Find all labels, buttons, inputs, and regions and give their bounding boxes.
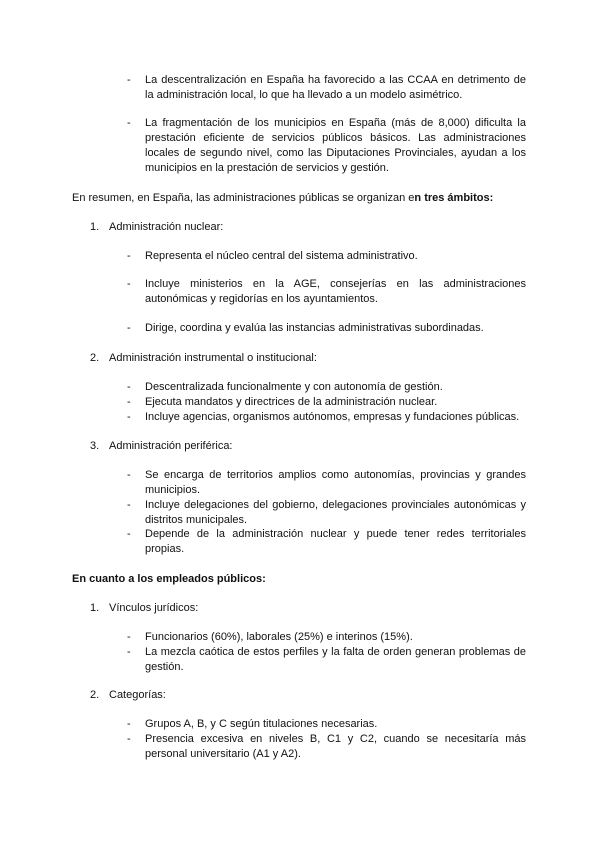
bullet-dash: - bbox=[127, 278, 131, 290]
bullet-dash: - bbox=[127, 646, 131, 658]
bullet-dash: - bbox=[127, 117, 131, 129]
list-item: Incluye delegaciones del gobierno, delegaciones provinciales autonómicas y distritos municipales. bbox=[145, 499, 526, 526]
list-item: La mezcla caótica de estos perfiles y la falta de orden generan problemas de gestión. bbox=[145, 646, 526, 673]
bullet-dash: - bbox=[127, 381, 131, 393]
intro-bullet-2: La fragmentación de los municipios en España (más de 8,000) dificulta la prestación eficiente de servicios públicos básicos. Las administraciones locales de segundo nivel, como las Diputaciones Provinciales, ayudan a los municipios en la prestación de servicios y gestión. bbox=[145, 117, 526, 174]
list-item: Se encarga de territorios amplios como autonomías, provincias y grandes municipios. bbox=[145, 469, 526, 496]
ambito-title-instrumental: Administración instrumental o institucional: bbox=[109, 352, 317, 364]
ambito-title-nuclear: Administración nuclear: bbox=[109, 221, 224, 233]
bullet-dash: - bbox=[127, 718, 131, 730]
list-item: Ejecuta mandatos y directrices de la administración nuclear. bbox=[145, 396, 438, 408]
list-item: Representa el núcleo central del sistema administrativo. bbox=[145, 250, 418, 262]
bullet-dash: - bbox=[127, 469, 131, 481]
bullet-dash: - bbox=[127, 733, 131, 745]
summary-sentence: En resumen, en España, las administraciones públicas se organizan en tres ámbitos: bbox=[72, 192, 494, 204]
list-item: Incluye ministerios en la AGE, consejerías en las administraciones autonómicas y regidorías en los ayuntamientos. bbox=[145, 278, 526, 305]
list-number: 2. bbox=[90, 352, 100, 364]
bullet-dash: - bbox=[127, 411, 131, 423]
section-heading-empleados: En cuanto a los empleados públicos: bbox=[72, 573, 266, 585]
list-number: 2. bbox=[90, 689, 100, 701]
list-item: Funcionarios (60%), laborales (25%) e interinos (15%). bbox=[145, 631, 413, 643]
ambito-title-periferica: Administración periférica: bbox=[109, 440, 233, 452]
bullet-dash: - bbox=[127, 322, 131, 334]
bullet-dash: - bbox=[127, 396, 131, 408]
list-item: Descentralizada funcionalmente y con autonomía de gestión. bbox=[145, 381, 443, 393]
list-item: Presencia excesiva en niveles B, C1 y C2, cuando se necesitaría más personal universitario (A1 y A2). bbox=[145, 733, 526, 760]
bullet-dash: - bbox=[127, 74, 131, 86]
list-item: Dirige, coordina y evalúa las instancias administrativas subordinadas. bbox=[145, 322, 484, 334]
empleados-title-categorias: Categorías: bbox=[109, 689, 166, 701]
list-item: Incluye agencias, organismos autónomos, empresas y fundaciones públicas. bbox=[145, 411, 520, 423]
list-number: 3. bbox=[90, 440, 100, 452]
bullet-dash: - bbox=[127, 631, 131, 643]
bullet-dash: - bbox=[127, 250, 131, 262]
list-item: Depende de la administración nuclear y puede tener redes territoriales propias. bbox=[145, 528, 526, 555]
list-number: 1. bbox=[90, 602, 100, 614]
empleados-title-vinculos: Vínculos jurídicos: bbox=[109, 602, 199, 614]
list-item: Grupos A, B, y C según titulaciones necesarias. bbox=[145, 718, 378, 730]
list-number: 1. bbox=[90, 221, 100, 233]
bullet-dash: - bbox=[127, 499, 131, 511]
bullet-dash: - bbox=[127, 528, 131, 540]
intro-bullet-1: La descentralización en España ha favorecido a las CCAA en detrimento de la administración local, lo que ha llevado a un modelo asimétrico. bbox=[145, 74, 526, 101]
